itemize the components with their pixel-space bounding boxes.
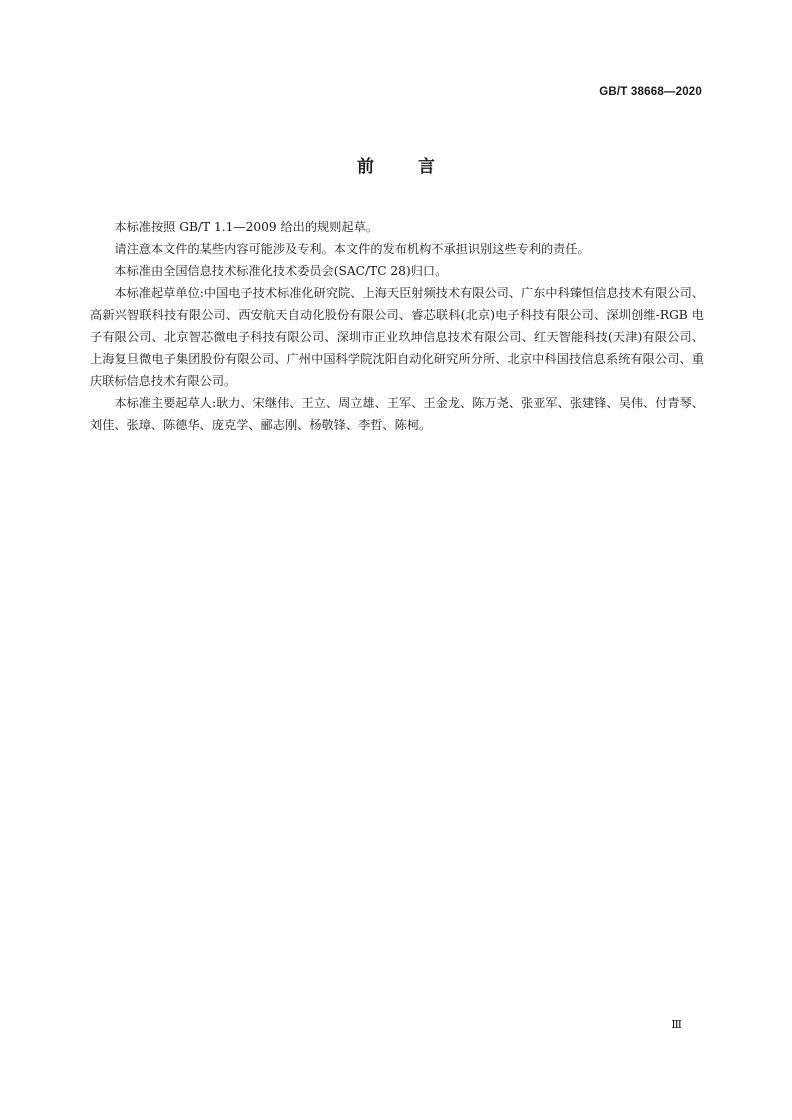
title-char-2: 言 — [418, 157, 435, 177]
paragraph-patent-notice: 请注意本文件的某些内容可能涉及专利。本文件的发布机构不承担识别这些专利的责任。 — [114, 242, 590, 256]
paragraph-drafting-units: 本标准起草单位:中国电子技术标准化研究院、上海天臣射频技术有限公司、广东中科臻恒信息技术有限公司、高新兴智联科技有限公司、西安航天自动化股份有限公司、睿芯联科(北京)电子科技有限公司、深圳创维-RGB 电子有限公司、北京智芯微电子科技有限公司、深圳市正业玖坤信息技术有限公司、红天智能科技(天津)有限公司、上海复旦微电子集团股份有限公司、广州中国科学院沈阳自动化研究所分所、北京中科国技信息系统有限公司、重庆联标信息技术有限公司。 — [90, 286, 704, 388]
paragraph-committee: 本标准由全国信息技术标准化技术委员会(SAC/TC 28)归口。 — [114, 264, 448, 278]
paragraph-drafting-rules: 本标准按照 GB/T 1.1—2009 给出的规则起草。 — [114, 220, 378, 234]
standard-number: GB/T 38668—2020 — [599, 86, 702, 98]
title-char-1: 前 — [357, 157, 374, 177]
page-title — [0, 152, 792, 177]
foreword-body — [90, 216, 704, 436]
paragraph-drafters: 本标准主要起草人:耿力、宋继伟、王立、周立雄、王军、王金龙、陈万尧、张亚军、张建锋、吴伟、付青琴、刘佳、张璋、陈德华、庞克学、郦志刚、杨敬锋、李哲、陈柯。 — [90, 396, 704, 432]
page-number: Ⅲ — [671, 1018, 682, 1031]
